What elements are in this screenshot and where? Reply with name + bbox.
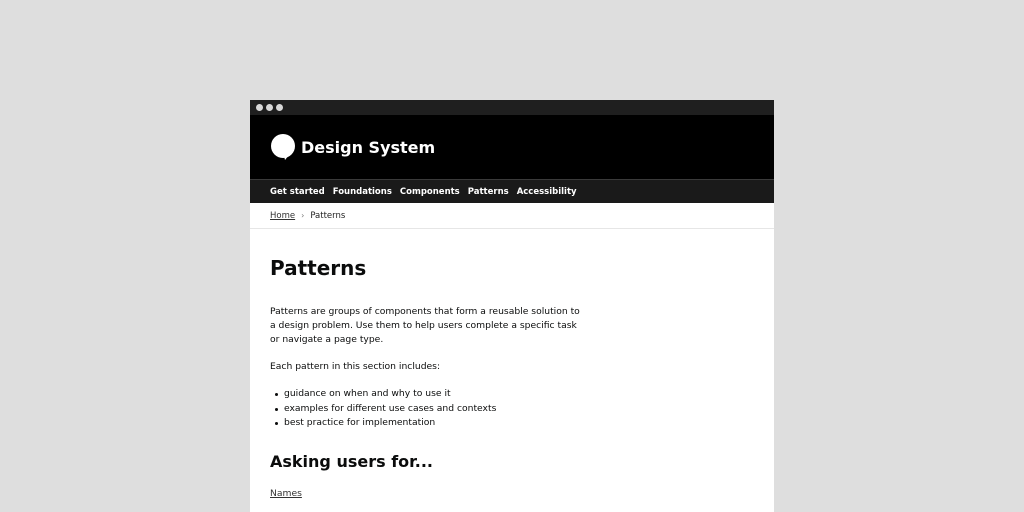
main-content — [250, 256, 774, 500]
section-heading: Asking users for... — [270, 451, 433, 471]
window-minimize-dot[interactable] — [266, 104, 273, 111]
breadcrumb — [250, 203, 774, 229]
main-navigation — [250, 180, 774, 203]
intro-paragraph: Patterns are groups of components that form a reusable solution to a design problem. Use them to help users complete a specific task or navigate a page type. — [270, 306, 580, 345]
site-header — [250, 115, 774, 180]
browser-window — [250, 100, 774, 512]
window-titlebar — [250, 100, 774, 115]
breadcrumb-home-link[interactable]: Home — [270, 210, 296, 221]
speech-bubble-logo-icon[interactable] — [270, 134, 296, 160]
list-item: examples for different use cases and contexts — [284, 402, 754, 417]
breadcrumb-current: Patterns — [310, 210, 346, 221]
nav-item-accessibility[interactable]: Accessibility — [516, 186, 577, 197]
nav-item-get-started[interactable]: Get started — [270, 186, 325, 197]
nav-item-patterns[interactable]: Patterns — [467, 186, 509, 197]
site-title[interactable]: Design System — [301, 137, 436, 157]
list-item: guidance on when and why to use it — [284, 387, 754, 402]
breadcrumb-separator-icon: › — [301, 211, 305, 220]
nav-item-foundations[interactable]: Foundations — [332, 186, 392, 197]
includes-paragraph: Each pattern in this section includes: — [270, 361, 441, 372]
list-item: best practice for implementation — [284, 416, 754, 431]
window-close-dot[interactable] — [256, 104, 263, 111]
window-maximize-dot[interactable] — [276, 104, 283, 111]
includes-list — [270, 387, 754, 431]
names-link[interactable]: Names — [270, 487, 302, 499]
page-title: Patterns — [270, 256, 367, 280]
nav-item-components[interactable]: Components — [399, 186, 460, 197]
